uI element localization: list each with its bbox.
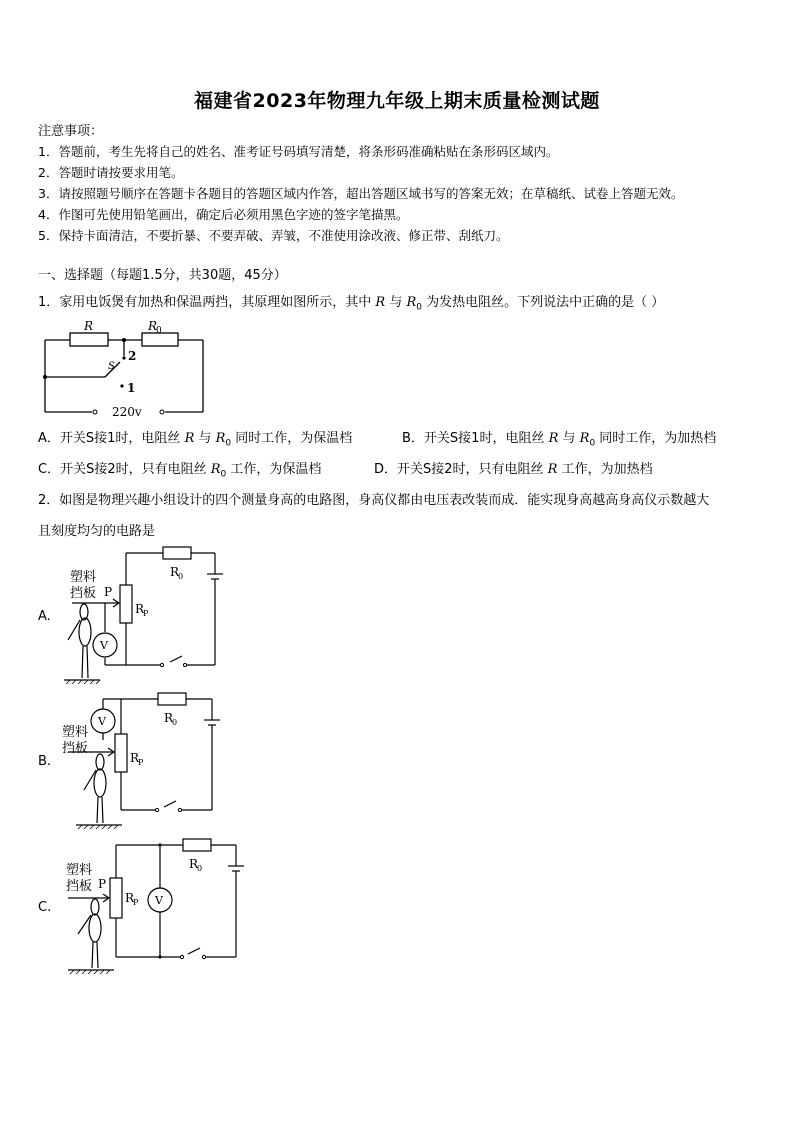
label-board: 挡板 [62, 741, 89, 756]
label-rp-sub: P [138, 758, 144, 767]
question-1-stem: 1．家用电饭煲有加热和保温两挡，其原理如图所示，其中 R 与 $R_0$ 为发热电阻丝。下列说法中正确的是（ ） [38, 295, 665, 313]
label-r0-sub: 0 [197, 864, 203, 873]
voltmeter-icon: V [155, 894, 163, 907]
label-r0: R [189, 857, 199, 871]
q1-option-a[interactable]: A．开关S接1时，电阻丝 R 与 $R_0$ 同时工作，为保温档 [38, 431, 353, 449]
voltmeter-icon: V [98, 715, 106, 728]
label-p: P [104, 585, 113, 599]
label-r0-sub: 0 [178, 572, 184, 581]
notice-item: 2．答题时请按要求用笔。 [38, 165, 184, 180]
q1-option-b[interactable]: B．开关S接1时，电阻丝 R 与 $R_0$ 同时工作，为加热档 [402, 431, 717, 449]
notice-item: 3．请按照题号顺序在答题卡各题目的答题区域内作答，超出答题区域书写的答案无效；在草稿纸、试卷上答题无效。 [38, 186, 684, 201]
label-r0: R [148, 319, 158, 333]
notice-item: 5．保持卡面清洁，不要折暴、不要弄破、弄皱，不准使用涂改液、修正带、刮纸刀。 [38, 228, 509, 243]
label-pos-2: 2 [128, 349, 137, 363]
q2-option-a[interactable]: A. [38, 609, 51, 624]
label-r0-sub: 0 [172, 718, 178, 727]
label-r: R [84, 319, 94, 333]
notice-heading: 注意事项： [38, 124, 104, 139]
q2-option-b[interactable]: B. [38, 754, 52, 769]
label-s: S [108, 361, 115, 372]
section-heading: 一、选择题（每题1.5分，共30题，45分） [38, 268, 287, 283]
question-2-stem-line1: 2．如图是物理兴趣小组设计的四个测量身高的电路图，身高仪都由电压表改装而成．能实现身高越高身高仪示数越大 [38, 493, 710, 508]
label-rp-sub: P [143, 609, 149, 618]
label-r0: R [164, 711, 174, 725]
label-rp: R [130, 751, 140, 765]
label-voltage: 220v [112, 405, 142, 419]
label-plastic: 塑料 [70, 570, 97, 585]
label-r0: R [170, 565, 180, 579]
page-title: 福建省2023年物理九年级上期末质量检测试题 [194, 90, 600, 112]
label-rp-sub: P [133, 898, 139, 907]
q2-option-c[interactable]: C. [38, 900, 52, 915]
q1-option-c[interactable]: C．开关S接2时，只有电阻丝 $R_0$ 工作，为保温档 [38, 462, 322, 480]
label-plastic: 塑料 [66, 863, 93, 878]
label-pos-1: 1 [127, 381, 136, 395]
question-2-stem-line2: 且刻度均匀的电路是 [38, 524, 156, 539]
notice-item: 4．作图可先使用铅笔画出，确定后必须用黑色字迹的签字笔描黑。 [38, 207, 409, 222]
label-plastic: 塑料 [62, 725, 89, 740]
notice-item: 1．答题前，考生先将自己的姓名、准考证号码填写清楚，将条形码准确粘贴在条形码区域内。 [38, 144, 559, 159]
q1-option-d[interactable]: D．开关S接2时，只有电阻丝 R 工作，为加热档 [374, 462, 653, 477]
label-board: 挡板 [66, 879, 93, 894]
label-rp: R [125, 891, 135, 905]
label-r0-sub: 0 [156, 326, 162, 336]
label-rp: R [135, 602, 145, 616]
label-p: P [98, 877, 107, 891]
label-board: 挡板 [70, 586, 97, 601]
voltmeter-icon: V [100, 639, 108, 652]
